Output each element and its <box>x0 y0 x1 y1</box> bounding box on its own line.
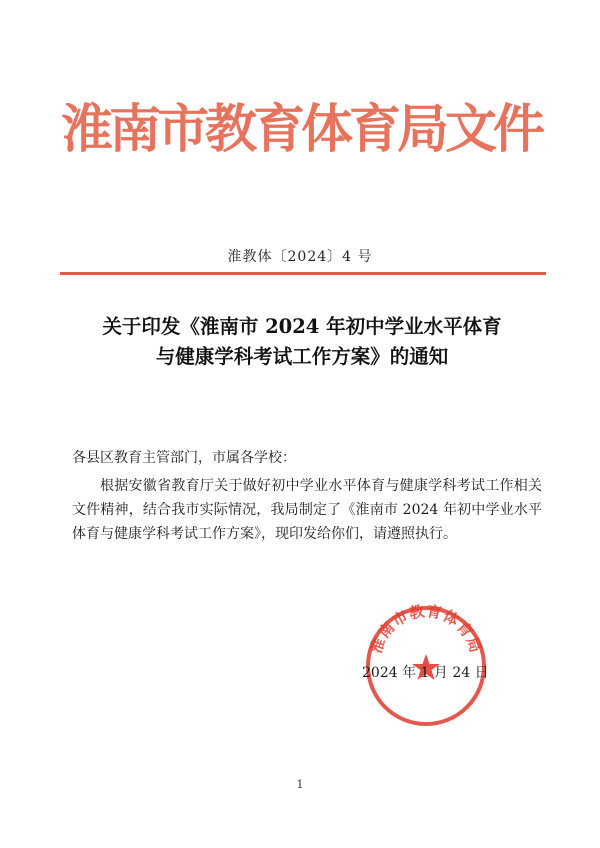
document-number: 淮教体〔2024〕4 号 <box>227 249 373 265</box>
notice-title-line-2: 与健康学科考试工作方案》的通知 <box>155 345 449 368</box>
notice-title-line-1: 关于印发《淮南市 2024 年初中学业水平体育 <box>102 315 502 338</box>
notice-body <box>72 446 542 546</box>
page-number: 1 <box>296 778 304 791</box>
notice-title <box>62 312 542 372</box>
salutation: 各县区教育主管部门，市属各学校： <box>72 450 296 466</box>
red-divider-line <box>60 272 546 275</box>
masthead-title: 淮南市教育体育局文件 <box>60 99 541 160</box>
seal-text: 淮南市教育体育局 <box>366 602 486 656</box>
body-paragraph: 根据安徽省教育厅关于做好初中学业水平体育与健康学科考试工作相关文件精神，结合我市实际情况，我局制定了《淮南市 2024 年初中学业水平体育与健康学科考试工作方案》，现印发给你们，请遵照执行。 <box>72 478 542 542</box>
issue-date: 2024 年 1 月 24 日 <box>362 665 489 681</box>
